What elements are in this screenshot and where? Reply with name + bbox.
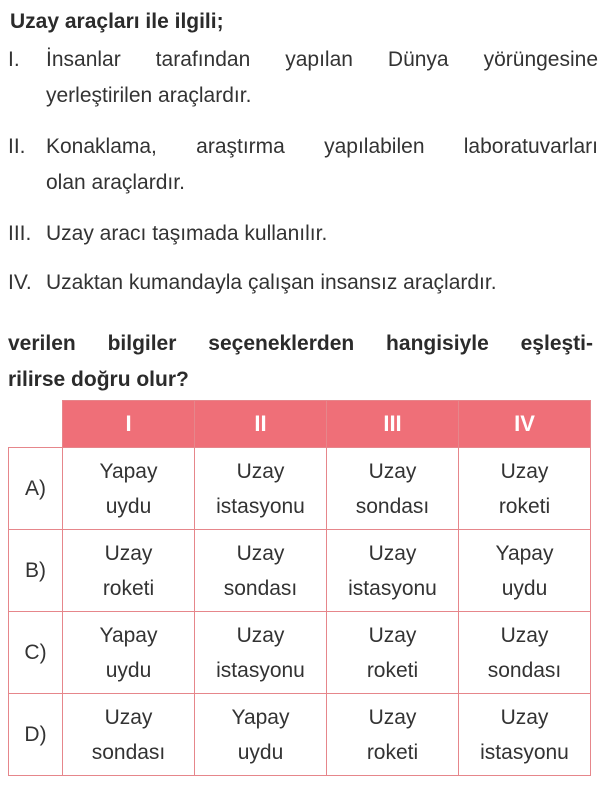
cell-text-line: Uzay xyxy=(368,541,417,565)
table-cell xyxy=(63,530,195,612)
table-cell xyxy=(195,612,327,694)
statement-text-line: Konaklama, araştırma yapılabilen laboratuvarları xyxy=(46,135,598,158)
column-header: III xyxy=(327,401,459,448)
cell-text-line: Yapay xyxy=(99,459,158,483)
statement-text-line: Uzaktan kumandayla çalışan insansız araçlardır. xyxy=(46,271,497,294)
table-row xyxy=(9,612,591,694)
table-cell xyxy=(459,530,591,612)
statement-number: II. xyxy=(8,135,26,158)
cell-text-line: roketi xyxy=(498,494,551,518)
table-cell xyxy=(195,530,327,612)
cell-text-line: Uzay xyxy=(104,705,153,729)
table-row xyxy=(9,694,591,776)
cell-text-line: istasyonu xyxy=(480,740,569,764)
table-row xyxy=(9,530,591,612)
table-cell xyxy=(459,448,591,530)
table-row xyxy=(9,448,591,530)
column-header: IV xyxy=(459,401,591,448)
table-cell xyxy=(327,612,459,694)
answer-table xyxy=(8,400,591,776)
cell-text-line: roketi xyxy=(366,740,419,764)
statement-number: III. xyxy=(8,222,32,245)
cell-text-line: istasyonu xyxy=(216,658,305,682)
cell-text-line: uydu xyxy=(501,576,548,600)
question-prompt xyxy=(8,326,593,398)
column-header: II xyxy=(195,401,327,448)
cell-text-line: Uzay xyxy=(500,705,549,729)
cell-text-line: roketi xyxy=(366,658,419,682)
table-header-row xyxy=(9,401,591,448)
column-header: I xyxy=(63,401,195,448)
cell-text-line: roketi xyxy=(102,576,155,600)
table-cell xyxy=(327,448,459,530)
option-label[interactable]: B) xyxy=(9,530,63,612)
table-cell xyxy=(327,530,459,612)
cell-text-line: Uzay xyxy=(368,705,417,729)
statement-number: I. xyxy=(8,48,20,71)
table-cell xyxy=(327,694,459,776)
cell-text-line: sondası xyxy=(487,658,562,682)
cell-text-line: sondası xyxy=(223,576,298,600)
statement-text-line: Uzay aracı taşımada kullanılır. xyxy=(46,222,328,245)
option-label[interactable]: D) xyxy=(9,694,63,776)
question-prompt-line: rilirse doğru olur? xyxy=(8,368,189,391)
cell-text-line: Uzay xyxy=(368,459,417,483)
cell-text-line: sondası xyxy=(91,740,166,764)
cell-text-line: sondası xyxy=(355,494,430,518)
statement-number: IV. xyxy=(8,271,32,294)
table-corner xyxy=(9,401,63,448)
cell-text-line: Uzay xyxy=(500,459,549,483)
cell-text-line: Uzay xyxy=(236,623,285,647)
cell-text-line: istasyonu xyxy=(348,576,437,600)
option-label[interactable]: A) xyxy=(9,448,63,530)
statement-text-line: yerleştirilen araçlardır. xyxy=(46,84,252,107)
option-label[interactable]: C) xyxy=(9,612,63,694)
cell-text-line: Uzay xyxy=(368,623,417,647)
cell-text-line: Yapay xyxy=(99,623,158,647)
table-cell xyxy=(63,612,195,694)
question-stem: Uzay araçları ile ilgili; xyxy=(10,10,224,33)
cell-text-line: uydu xyxy=(105,494,152,518)
question-prompt-line: verilen bilgiler seçeneklerden hangisiyle eşleşti- xyxy=(8,332,593,355)
table-cell xyxy=(459,612,591,694)
cell-text-line: Uzay xyxy=(104,541,153,565)
cell-text-line: Yapay xyxy=(231,705,290,729)
cell-text-line: Uzay xyxy=(500,623,549,647)
cell-text-line: uydu xyxy=(237,740,284,764)
table-cell xyxy=(195,694,327,776)
statement-text-line: olan araçlardır. xyxy=(46,171,185,194)
cell-text-line: uydu xyxy=(105,658,152,682)
cell-text-line: istasyonu xyxy=(216,494,305,518)
cell-text-line: Uzay xyxy=(236,541,285,565)
statement-text-line: İnsanlar tarafından yapılan Dünya yörüngesine xyxy=(46,48,598,71)
table-cell xyxy=(195,448,327,530)
table-cell xyxy=(63,448,195,530)
table-cell xyxy=(63,694,195,776)
cell-text-line: Uzay xyxy=(236,459,285,483)
table-cell xyxy=(459,694,591,776)
cell-text-line: Yapay xyxy=(495,541,554,565)
